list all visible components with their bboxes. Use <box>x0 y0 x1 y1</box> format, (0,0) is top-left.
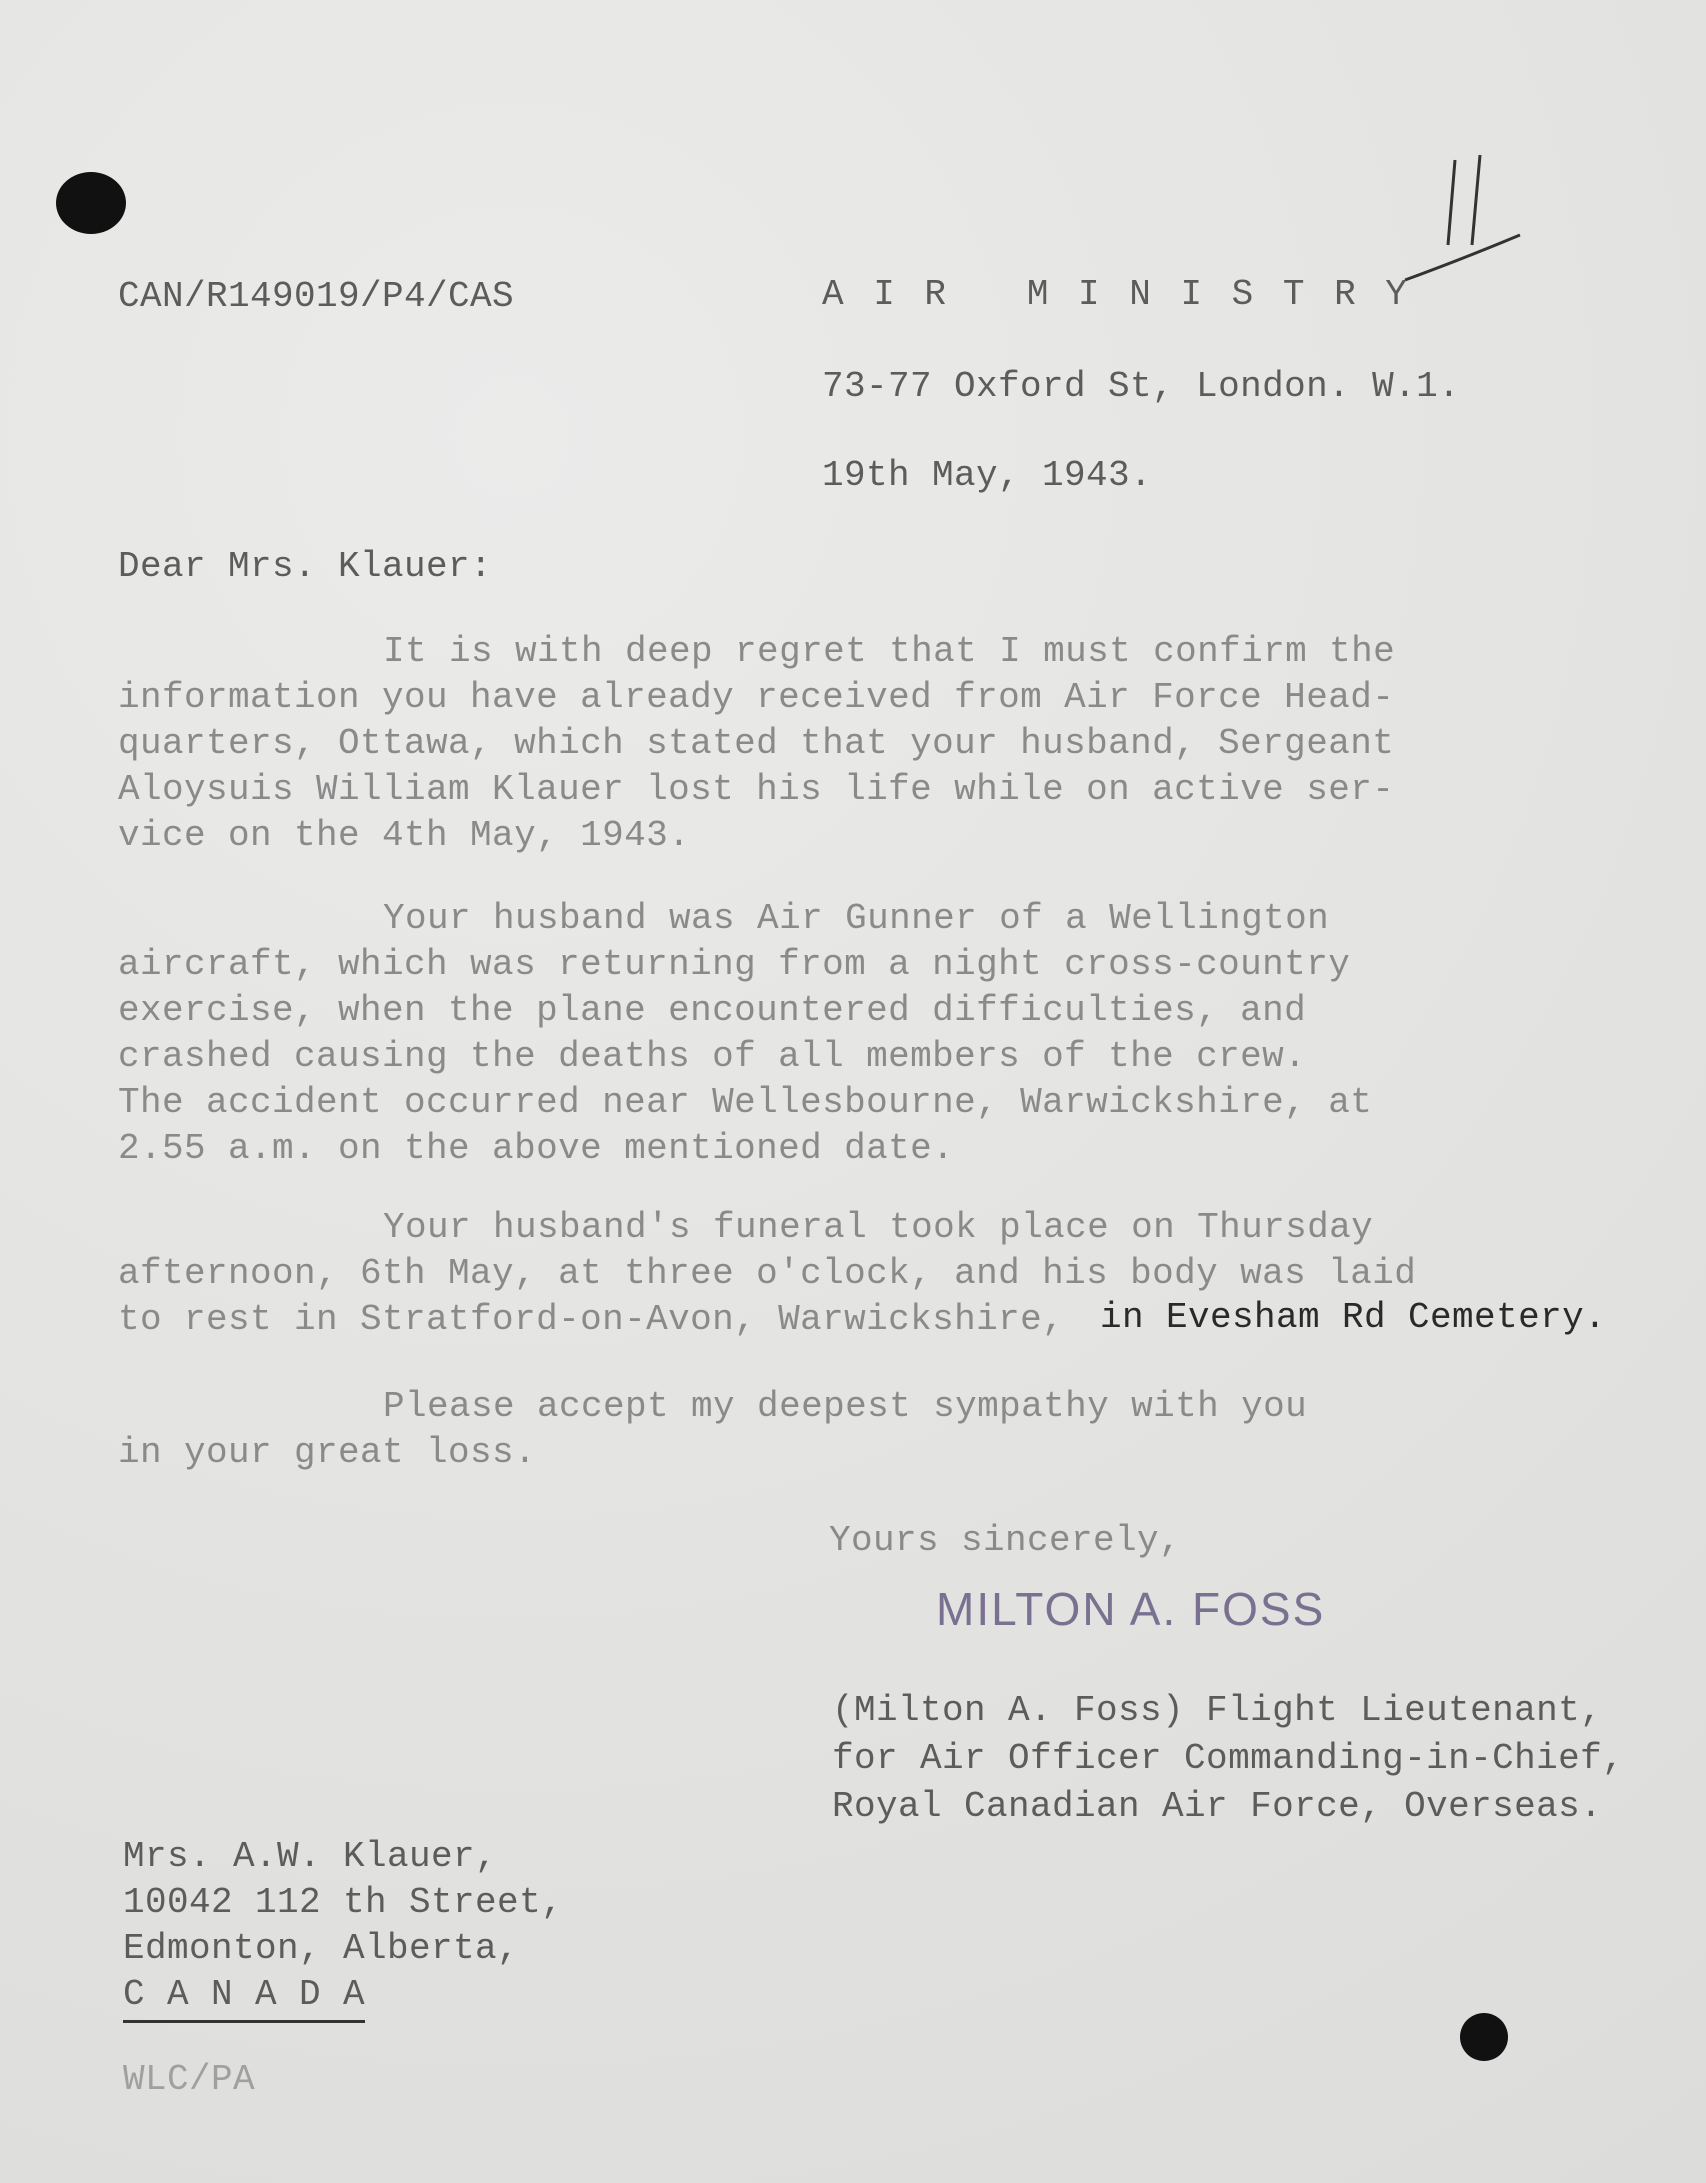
sender-address: 73-77 Oxford St, London. W.1. <box>822 366 1461 407</box>
recipient-country: C A N A D A <box>123 1972 365 2023</box>
text-line: information you have already received from Air Force Head- <box>118 677 1395 718</box>
recipient-line: Edmonton, Alberta, <box>123 1928 520 1969</box>
text-line: quarters, Ottawa, which stated that your husband, Sergeant <box>118 723 1395 764</box>
letter-date: 19th May, 1943. <box>822 455 1153 496</box>
text-line: Please accept my deepest sympathy with you <box>383 1386 1308 1427</box>
handwritten-annotation <box>1400 150 1530 290</box>
text-line: afternoon, 6th May, at three o'clock, and his body was laid <box>118 1253 1417 1294</box>
signature-line: (Milton A. Foss) Flight Lieutenant, <box>832 1690 1603 1731</box>
text-line: in your great loss. <box>118 1432 537 1473</box>
text-line: It is with deep regret that I must confirm the <box>383 631 1396 672</box>
text-line: Your husband was Air Gunner of a Wellington <box>383 898 1330 939</box>
text-line: Your husband's funeral took place on Thursday <box>383 1207 1374 1248</box>
signature-stamp: MILTON A. FOSS <box>936 1583 1326 1635</box>
recipient-line: 10042 112 th Street, <box>123 1882 564 1923</box>
closing: Yours sincerely, <box>829 1520 1182 1561</box>
text-line: vice on the 4th May, 1943. <box>118 815 691 856</box>
punch-hole-top <box>56 172 126 234</box>
signature-line: Royal Canadian Air Force, Overseas. <box>832 1786 1603 1827</box>
text-line: to rest in Stratford-on-Avon, Warwickshire, <box>118 1299 1065 1340</box>
signature-line: for Air Officer Commanding-in-Chief, <box>832 1738 1625 1779</box>
recipient-line: Mrs. A.W. Klauer, <box>123 1836 498 1877</box>
salutation: Dear Mrs. Klauer: <box>118 546 493 587</box>
text-line: 2.55 a.m. on the above mentioned date. <box>118 1128 955 1169</box>
text-line: crashed causing the deaths of all members of the crew. <box>118 1036 1307 1077</box>
text-line: aircraft, which was returning from a night cross-country <box>118 944 1351 985</box>
organization-heading: A I R M I N I S T R Y <box>822 274 1411 315</box>
punch-hole-bottom <box>1460 2013 1508 2061</box>
typist-initials: WLC/PA <box>123 2059 256 2100</box>
text-line: The accident occurred near Wellesbourne, Warwickshire, at <box>118 1082 1373 1123</box>
reference-number: CAN/R149019/P4/CAS <box>118 276 515 317</box>
cemetery-addendum: in Evesham Rd Cemetery. <box>1100 1297 1607 1338</box>
text-line: exercise, when the plane encountered difficulties, and <box>118 990 1307 1031</box>
text-line: Aloysuis William Klauer lost his life while on active ser- <box>118 769 1395 810</box>
